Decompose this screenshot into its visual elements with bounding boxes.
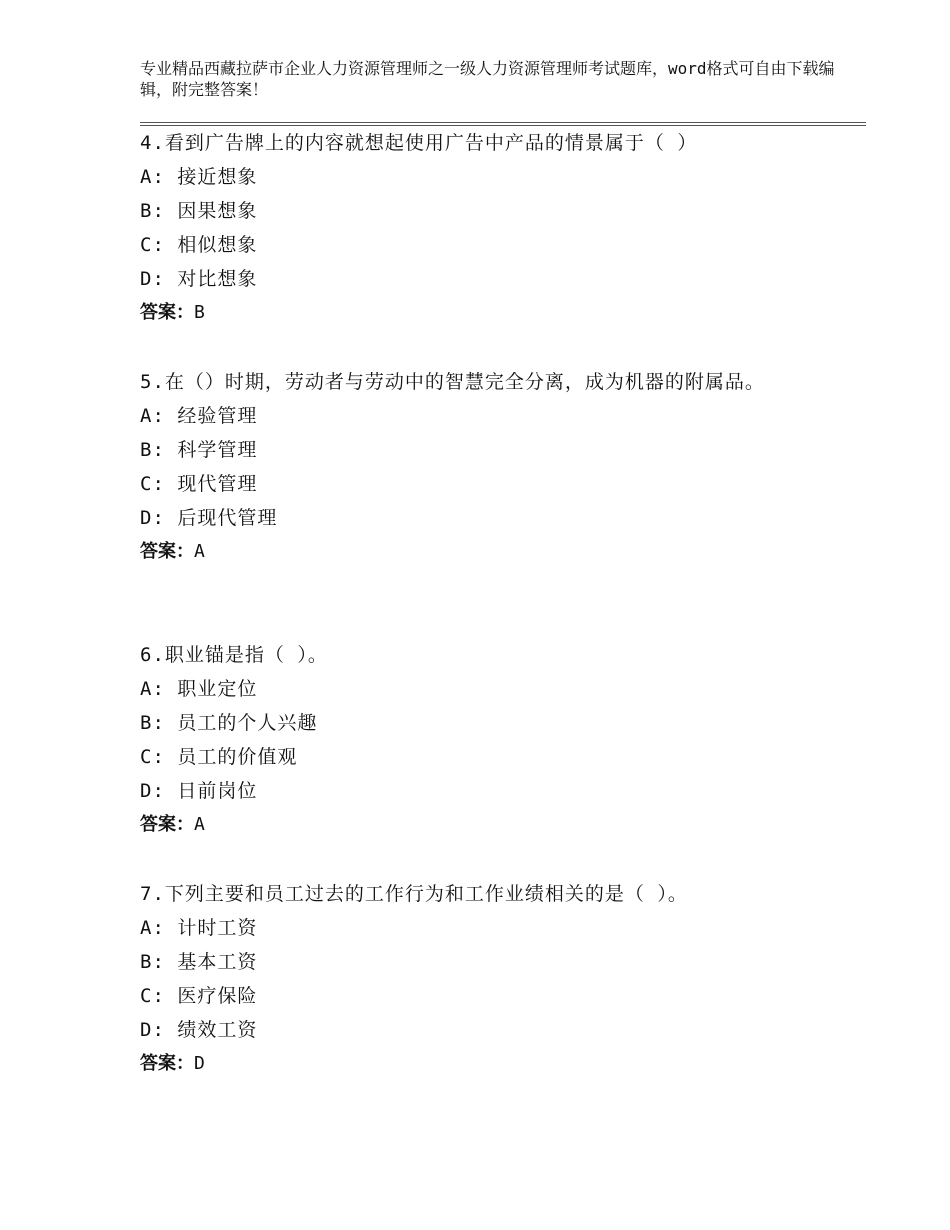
question-stem: 7.下列主要和员工过去的工作行为和工作业绩相关的是（ ）。	[140, 883, 688, 905]
question-6	[140, 638, 840, 842]
answer-line	[140, 296, 840, 330]
answer-line	[140, 1047, 840, 1081]
answer-label: 答案：	[140, 302, 194, 323]
option-a: A: 经验管理	[140, 405, 258, 427]
option-a: A: 计时工资	[140, 917, 258, 939]
question-stem: 5.在（）时期，劳动者与劳动中的智慧完全分离，成为机器的附属品。	[140, 371, 765, 393]
answer-label: 答案：	[140, 1053, 194, 1074]
header-divider-top	[140, 122, 866, 123]
option-a: A: 接近想象	[140, 166, 258, 188]
option-b: B: 因果想象	[140, 200, 258, 222]
document-header: 专业精品西藏拉萨市企业人力资源管理师之一级人力资源管理师考试题库，word格式可自由下载编辑，附完整答案！	[140, 59, 835, 99]
option-a: A: 职业定位	[140, 678, 258, 700]
answer-value: A	[194, 541, 205, 562]
option-d: D: 对比想象	[140, 268, 258, 290]
option-c: C: 医疗保险	[140, 985, 258, 1007]
answer-value: A	[194, 814, 205, 835]
question-stem: 6.职业锚是指（ ）。	[140, 644, 328, 666]
question-5	[140, 365, 840, 569]
question-4	[140, 126, 840, 330]
answer-label: 答案：	[140, 541, 194, 562]
answer-value: B	[194, 302, 205, 323]
option-d: D: 绩效工资	[140, 1019, 258, 1041]
option-d: D: 日前岗位	[140, 780, 258, 802]
answer-label: 答案：	[140, 814, 194, 835]
option-d: D: 后现代管理	[140, 507, 278, 529]
option-c: C: 相似想象	[140, 234, 258, 256]
option-b: B: 科学管理	[140, 439, 258, 461]
answer-line	[140, 808, 840, 842]
question-7	[140, 877, 840, 1081]
option-c: C: 员工的价值观	[140, 746, 298, 768]
option-b: B: 员工的个人兴趣	[140, 712, 318, 734]
answer-line	[140, 535, 840, 569]
option-c: C: 现代管理	[140, 473, 258, 495]
option-b: B: 基本工资	[140, 951, 258, 973]
question-stem: 4.看到广告牌上的内容就想起使用广告中产品的情景属于（ ）	[140, 132, 698, 154]
answer-value: D	[194, 1053, 205, 1074]
